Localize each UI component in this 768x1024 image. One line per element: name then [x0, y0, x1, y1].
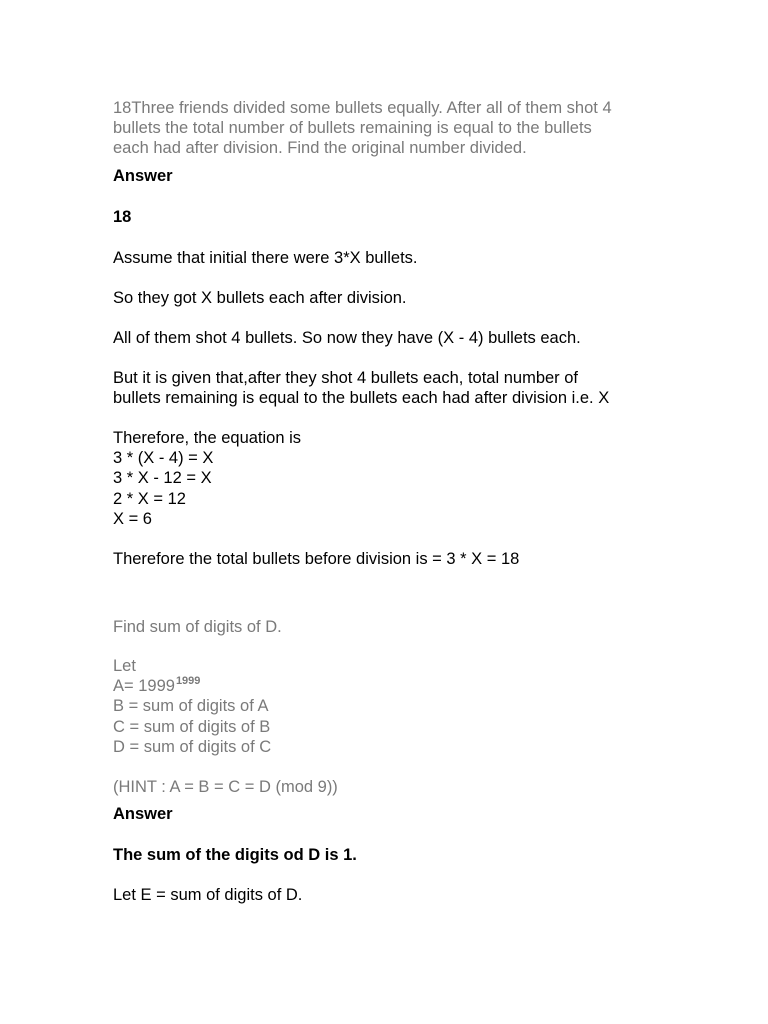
definition-line: C = sum of digits of B: [113, 717, 271, 736]
solution-step: All of them shot 4 bullets. So now they have (X - 4) bullets each.: [113, 329, 581, 347]
answer-statement: The sum of the digits od D is 1.: [113, 846, 357, 864]
a-prefix: A= 1999: [113, 677, 175, 696]
solution-step: So they got X bullets each after division.: [113, 289, 407, 307]
let-label: Let: [113, 657, 136, 675]
answer-heading: Answer: [113, 167, 173, 185]
question-line: each had after division. Find the original number divided.: [113, 139, 527, 158]
question-line: bullets the total number of bullets remaining is equal to the bullets: [113, 119, 592, 138]
equation-line: Therefore, the equation is: [113, 429, 302, 447]
question-line: 18Three friends divided some bullets equally. After all of them shot 4: [113, 99, 612, 117]
equation-line: 3 * (X - 4) = X: [113, 449, 214, 468]
answer-heading: Answer: [113, 805, 173, 823]
equation-line: X = 6: [113, 509, 152, 528]
solution-step: [113, 368, 673, 408]
solution-line: But it is given that,after they shot 4 bullets each, total number of: [113, 369, 579, 387]
definition-line: D = sum of digits of C: [113, 737, 272, 756]
hint: (HINT : A = B = C = D (mod 9)): [113, 778, 338, 796]
answer-value: 18: [113, 208, 132, 226]
conclusion: Therefore the total bullets before division is = 3 * X = 18: [113, 550, 520, 568]
equation-block: [113, 428, 673, 529]
equation-line: 2 * X = 12: [113, 489, 186, 508]
solution-step: Let E = sum of digits of D.: [113, 886, 303, 904]
solution-line: bullets remaining is equal to the bullets each had after division i.e. X: [113, 389, 610, 408]
problem1-question: [113, 98, 673, 159]
a-exponent: 1999: [175, 675, 201, 688]
definition-line: B = sum of digits of A: [113, 697, 269, 716]
solution-step: Assume that initial there were 3*X bullets.: [113, 249, 418, 267]
problem2-question: Find sum of digits of D.: [113, 618, 282, 636]
equation-line: 3 * X - 12 = X: [113, 469, 212, 488]
definitions-block: [113, 656, 673, 757]
definition-a: [113, 676, 673, 696]
